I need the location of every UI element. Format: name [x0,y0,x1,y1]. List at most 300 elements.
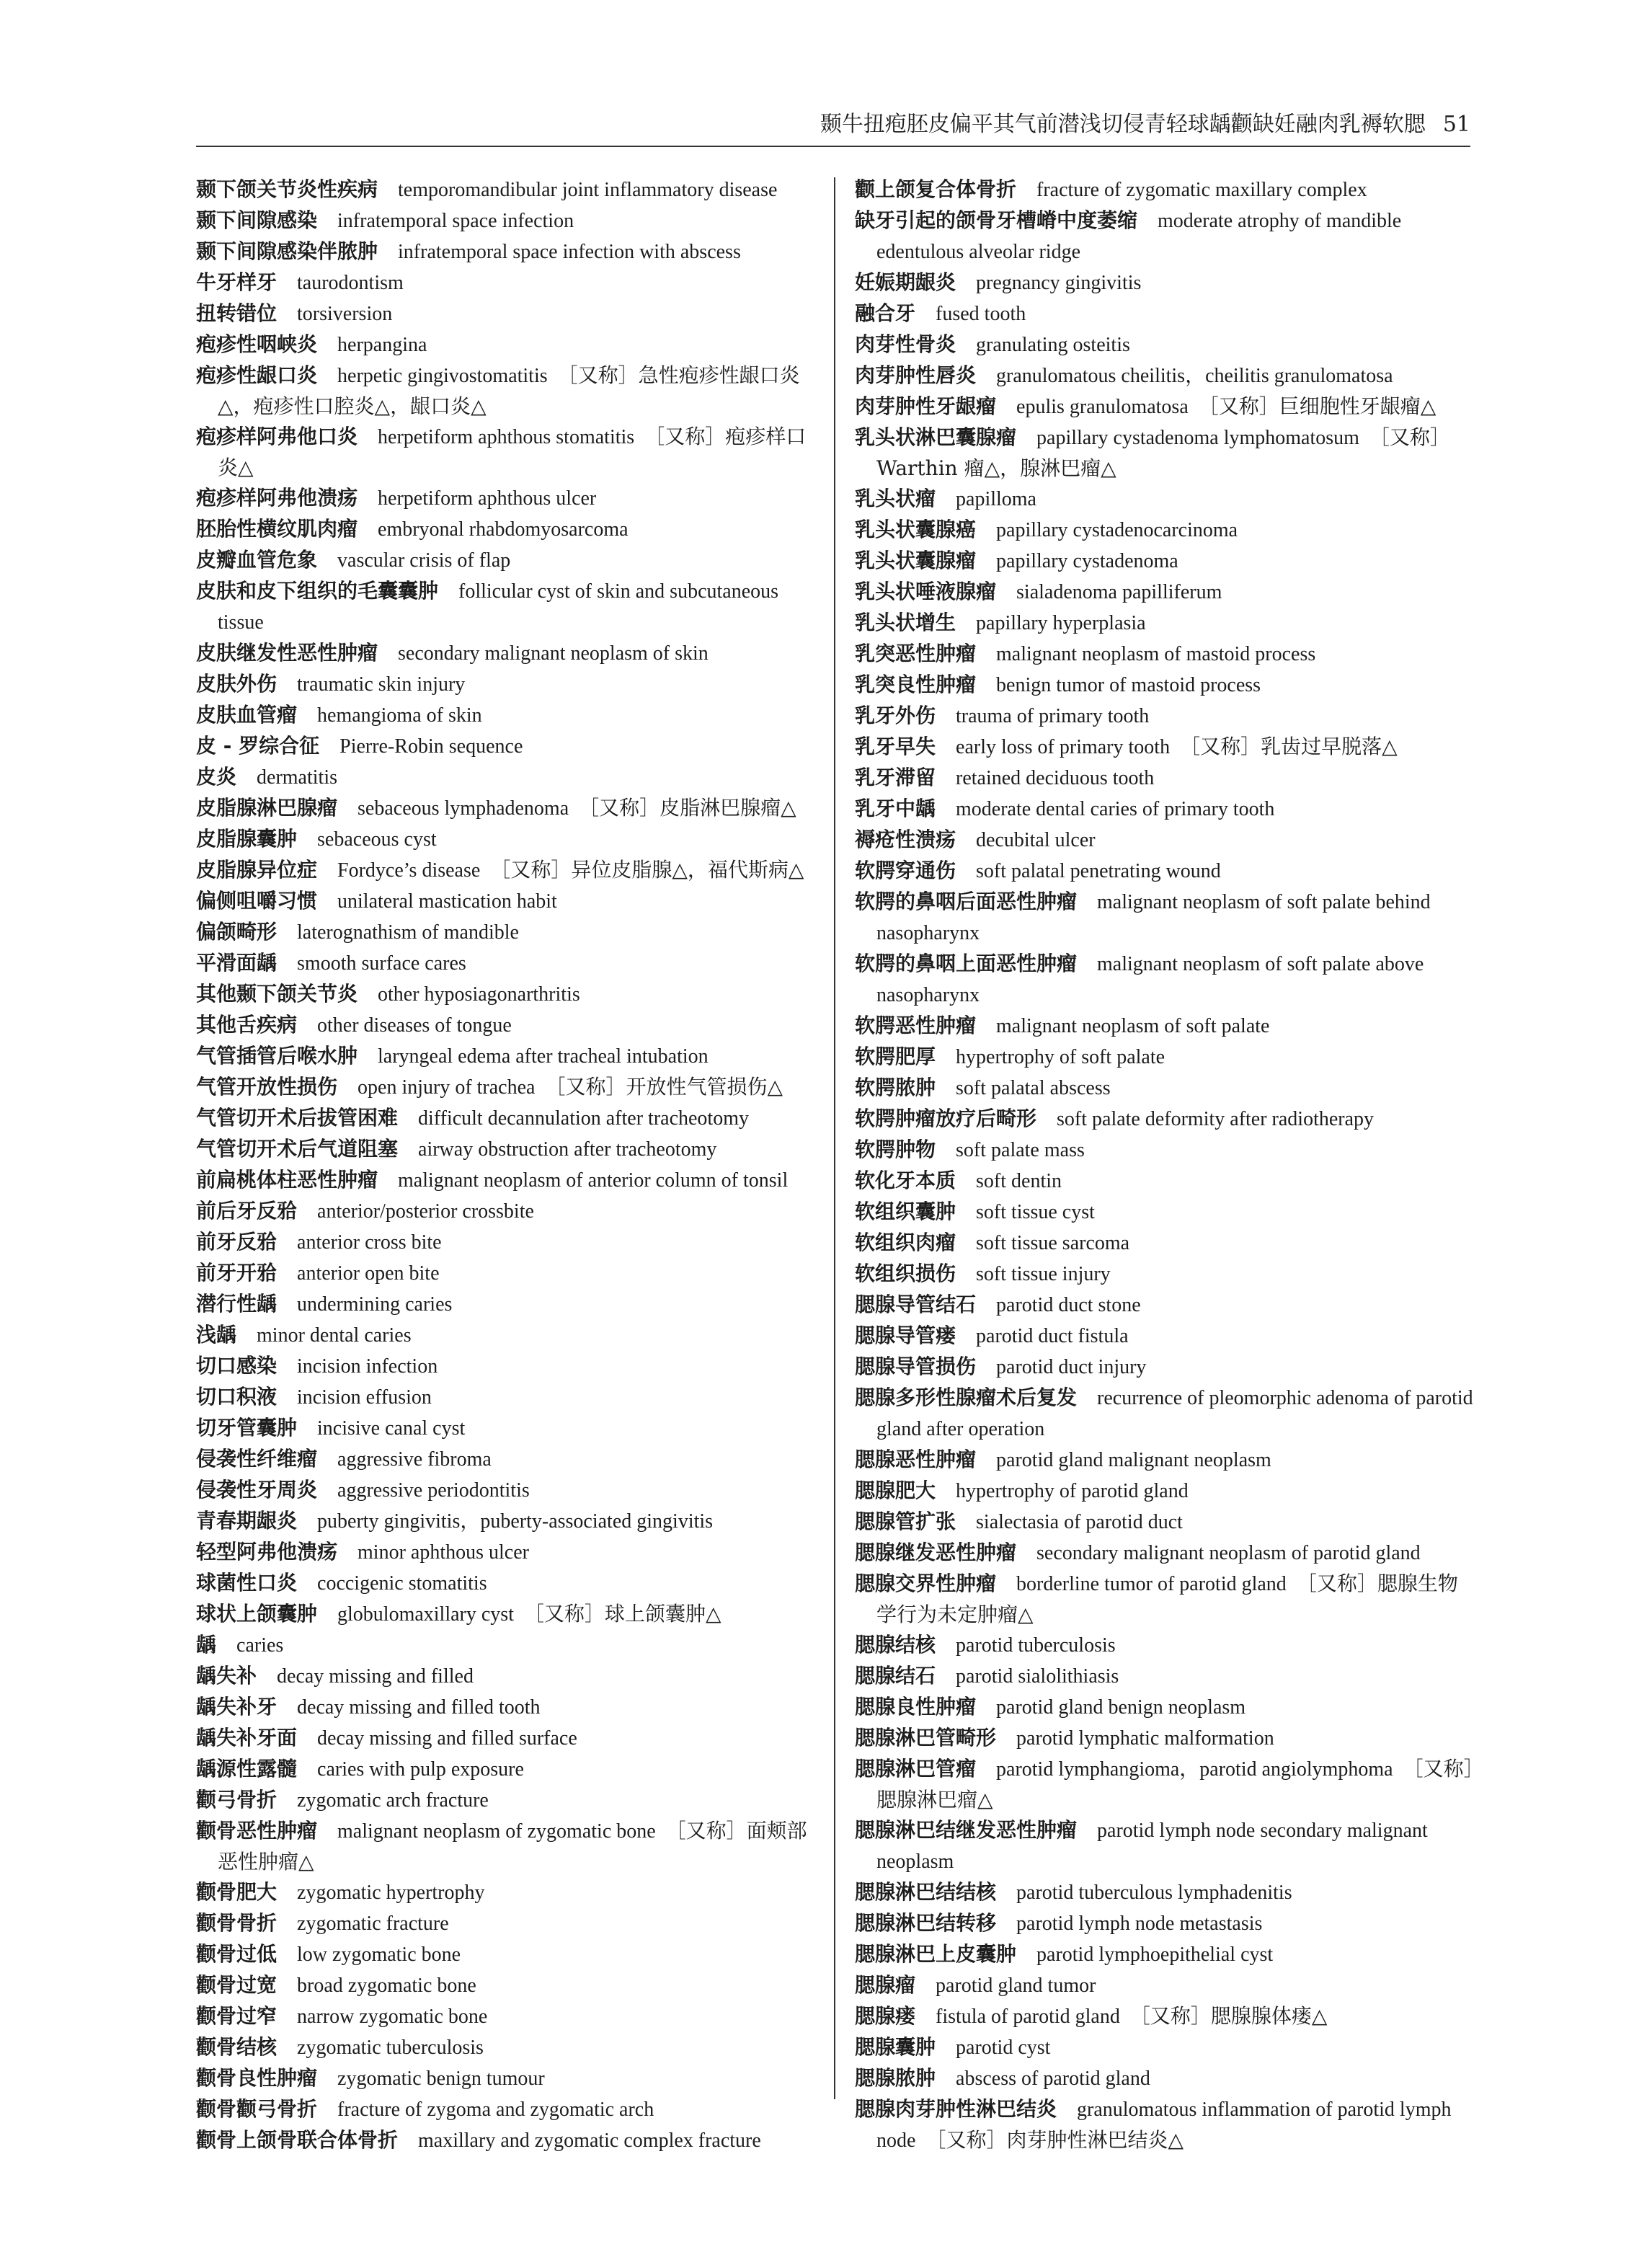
glossary-entry [855,1507,1476,1538]
term-english: abscess of parotid gland [956,2067,1150,2090]
term-english: sialectasia of parotid duct [976,1511,1183,1533]
glossary-entry [855,329,1476,360]
glossary-entry [855,1383,1476,1445]
term-chinese: 乳头状增生 [855,611,956,634]
term-chinese: 龋源性露髓 [196,1757,298,1781]
term-chinese: 腮腺囊肿 [855,2035,936,2059]
term-english: other diseases of tongue [317,1014,512,1037]
term-chinese: 疱疹样阿弗他口炎 [196,425,358,448]
term-english: malignant neoplasm of mastoid process [996,643,1316,665]
term-english: soft palate mass [956,1139,1085,1161]
term-english: dermatitis [257,766,337,789]
term-english: borderline tumor of parotid gland [1016,1573,1287,1595]
glossary-entry [855,639,1476,670]
term-chinese: 软腭肥厚 [855,1045,936,1068]
glossary-entry [855,1352,1476,1383]
term-chinese: 颧骨上颌骨联合体骨折 [196,2128,399,2152]
term-english: fused tooth [936,303,1026,325]
term-chinese: 其他颞下颌关节炎 [196,982,358,1006]
term-english: malignant neoplasm of soft palate [996,1015,1270,1037]
term-english: anterior open bite [297,1262,440,1285]
term-chinese: 偏颌畸形 [196,920,277,944]
glossary-entry [196,762,817,793]
glossary-entry [196,1692,817,1723]
term-chinese: 颧骨骨折 [196,1911,277,1935]
term-chinese: 龋 [196,1633,217,1657]
term-english: parotid cyst [956,2036,1051,2059]
term-english: fistula of parotid gland [936,2005,1120,2028]
glossary-entry [196,1599,817,1630]
term-english: granulating osteitis [976,334,1130,356]
term-english: parotid lymphangioma，parotid angiolymphoma [996,1758,1393,1781]
glossary-entry [196,298,817,329]
glossary-entry [196,1289,817,1320]
term-english: parotid tuberculosis [956,1634,1116,1657]
term-chinese: 腮腺淋巴管畸形 [855,1726,997,1750]
glossary-entry [196,1877,817,1908]
glossary-entry [855,1197,1476,1228]
glossary-entry [196,1785,817,1816]
term-english: fracture of zygomatic maxillary complex [1036,179,1367,201]
term-chinese: 颧骨过窄 [196,2004,277,2028]
term-english: minor dental caries [257,1324,412,1347]
term-chinese: 乳头状瘤 [855,487,936,510]
term-chinese: 其他舌疾病 [196,1013,298,1037]
term-chinese: 腮腺结石 [855,1664,936,1688]
glossary-entry [196,700,817,731]
term-chinese: 肉芽肿性牙龈瘤 [855,394,997,418]
glossary-entry [855,360,1476,391]
glossary-entry [855,1135,1476,1166]
term-english: parotid sialolithiasis [956,1665,1119,1688]
term-chinese: 气管开放性损伤 [196,1075,338,1099]
term-chinese: 腮腺淋巴结继发恶性肿瘤 [855,1818,1078,1842]
glossary-entry [855,1073,1476,1104]
term-synonym: ［又称］球上颌囊肿△ [523,1602,721,1626]
term-chinese: 软腭肿瘤放疗后畸形 [855,1107,1037,1130]
glossary-entry [855,887,1476,949]
glossary-entry [855,1290,1476,1321]
glossary-entry [196,1072,817,1103]
term-english: caries with pulp exposure [317,1758,524,1781]
term-chinese: 乳牙外伤 [855,704,936,727]
glossary-entry [196,1103,817,1134]
term-chinese: 腮腺淋巴管瘤 [855,1757,977,1781]
term-english: zygomatic fracture [297,1912,449,1935]
term-chinese: 褥疮性溃疡 [855,828,956,851]
term-synonym: ［又称］疱疹样口炎△ [218,425,807,479]
term-synonym: ［又称］异位皮脂腺△，福代斯病△ [490,858,804,882]
glossary-entry [196,1568,817,1599]
term-chinese: 腮腺脓肿 [855,2066,936,2090]
term-chinese: 平滑面龋 [196,951,277,975]
term-chinese: 腮腺导管结石 [855,1293,977,1316]
term-english: granulomatous cheilitis，cheilitis granulomatosa [996,365,1393,387]
term-chinese: 腮腺结核 [855,1633,936,1657]
glossary-entry [855,1538,1476,1569]
glossary-entry [196,824,817,855]
glossary-entry [196,1970,817,2001]
term-english: zygomatic tuberculosis [297,2036,484,2059]
term-chinese: 偏侧咀嚼习惯 [196,889,318,913]
glossary-entry [855,2001,1476,2032]
term-chinese: 颧骨良性肿瘤 [196,2066,318,2090]
term-chinese: 球菌性口炎 [196,1571,298,1595]
page-header [196,108,1470,141]
term-english: early loss of primary tooth [956,736,1171,758]
term-english: broad zygomatic bone [297,1974,476,1997]
glossary-entry [196,1723,817,1754]
glossary-entry [196,2063,817,2094]
term-chinese: 皮脂腺异位症 [196,858,318,882]
glossary-entry [196,1908,817,1939]
term-chinese: 腮腺淋巴结转移 [855,1911,997,1935]
term-chinese: 颞下间隙感染 [196,208,318,232]
glossary-entry [196,236,817,267]
term-chinese: 前牙反𬌗 [196,1230,277,1254]
term-chinese: 颧骨过低 [196,1942,277,1966]
term-english: secondary malignant neoplasm of parotid gland [1036,1542,1421,1564]
term-english: decay missing and filled surface [317,1727,577,1750]
term-chinese: 颞下间隙感染伴脓肿 [196,239,378,263]
glossary-entry [196,1382,817,1413]
glossary-entry [855,2094,1476,2156]
glossary-entry [196,948,817,979]
glossary-entry [196,2032,817,2063]
glossary-entry [855,1011,1476,1042]
term-chinese: 颧弓骨折 [196,1788,277,1812]
term-chinese: 皮瓣血管危象 [196,548,318,572]
term-chinese: 腮腺瘤 [855,1973,916,1997]
term-english: parotid lymphatic malformation [1016,1727,1274,1750]
term-english: papillary cystadenoma [996,550,1178,572]
glossary-entry [855,1754,1476,1815]
term-english: unilateral mastication habit [337,890,557,913]
term-chinese: 龋失补 [196,1664,257,1688]
glossary-entry [855,1661,1476,1692]
term-english: caries [236,1634,284,1657]
glossary-entry [196,483,817,514]
term-english: parotid gland benign neoplasm [996,1696,1246,1719]
term-chinese: 腮腺肥大 [855,1479,936,1502]
term-chinese: 腮腺肉芽肿性淋巴结炎 [855,2097,1057,2121]
term-english: fracture of zygoma and zygomatic arch [337,2098,654,2121]
glossary-entry [196,174,817,205]
glossary-entry [855,1877,1476,1908]
term-chinese: 球状上颌囊肿 [196,1602,318,1626]
glossary-entry [196,514,817,545]
term-english: papillary cystadenoma lymphomatosum [1036,427,1359,449]
term-english: benign tumor of mastoid process [996,674,1261,696]
term-english: papillary hyperplasia [976,612,1146,634]
term-chinese: 乳突良性肿瘤 [855,673,977,696]
term-chinese: 皮肤继发性恶性肿瘤 [196,641,378,665]
glossary-entry [196,1444,817,1475]
term-chinese: 轻型阿弗他溃疡 [196,1540,338,1564]
term-synonym: ［又称］腮腺生物学行为未定肿瘤△ [876,1572,1458,1626]
glossary-entry [196,1754,817,1785]
term-chinese: 软组织囊肿 [855,1200,956,1223]
glossary-entry [196,1041,817,1072]
term-chinese: 颞下颌关节炎性疾病 [196,177,378,201]
term-english: zygomatic hypertrophy [297,1881,485,1904]
term-chinese: 气管切开术后气道阻塞 [196,1137,399,1161]
term-english: papillary cystadenocarcinoma [996,519,1238,541]
glossary-entry [855,1228,1476,1259]
term-chinese: 切口感染 [196,1354,277,1378]
glossary-entry [196,1320,817,1351]
term-chinese: 皮肤外伤 [196,672,277,696]
term-english: laryngeal edema after tracheal intubation [378,1045,709,1068]
term-chinese: 腮腺交界性肿瘤 [855,1572,997,1595]
term-english: laterognathism of mandible [297,921,519,944]
term-english: follicular cyst of skin and subcutaneous tissue [218,580,779,634]
glossary-entry [196,1258,817,1289]
header-rule [196,146,1470,147]
term-synonym: ［又称］乳齿过早脱落△ [1180,735,1398,758]
glossary-entry [196,360,817,422]
glossary-entry [196,1413,817,1444]
glossary-entry [196,2001,817,2032]
left-column [196,174,817,2156]
term-english: retained deciduous tooth [956,767,1155,789]
glossary-entry [855,2032,1476,2063]
glossary-entry [196,1537,817,1568]
glossary-entry [855,391,1476,422]
term-chinese: 乳头状淋巴囊腺瘤 [855,425,1017,449]
term-english: malignant neoplasm of zygomatic bone [337,1820,656,1843]
term-chinese: 软腭肿物 [855,1138,936,1161]
term-chinese: 疱疹性咽峡炎 [196,332,318,356]
glossary-entry [855,1692,1476,1723]
glossary-entry [196,855,817,886]
term-english: secondary malignant neoplasm of skin [398,642,709,665]
glossary-entry [855,949,1476,1011]
term-english: moderate atrophy of mandible edentulous alveolar ridge [876,210,1402,263]
term-english: soft tissue cyst [976,1201,1095,1223]
term-english: epulis granulomatosa [1016,396,1189,418]
term-english: globulomaxillary cyst [337,1603,514,1626]
term-english: hypertrophy of parotid gland [956,1480,1189,1502]
glossary-entry [855,1569,1476,1630]
glossary-entry [855,732,1476,763]
term-chinese: 切口积液 [196,1385,277,1409]
term-chinese: 软组织损伤 [855,1262,956,1285]
glossary-entry [855,1476,1476,1507]
term-english: low zygomatic bone [297,1943,461,1966]
glossary-entry [855,1939,1476,1970]
term-english: infratemporal space infection [337,210,574,232]
term-english: sialadenoma papilliferum [1016,581,1222,603]
term-english: torsiversion [297,303,393,325]
term-synonym: ［又称］腮腺腺体瘘△ [1129,2004,1328,2028]
glossary-entry [855,1042,1476,1073]
glossary-entry [196,1506,817,1537]
term-english: parotid gland tumor [936,1974,1096,1997]
term-english: parotid duct stone [996,1294,1141,1316]
glossary-entry [196,1351,817,1382]
term-chinese: 胚胎性横纹肌肉瘤 [196,517,358,541]
term-chinese: 腮腺良性肿瘤 [855,1695,977,1719]
glossary-entry [196,205,817,236]
glossary-entry [855,701,1476,732]
term-english: soft palate deformity after radiotherapy [1057,1108,1375,1130]
term-synonym: ［又称］面颊部恶性肿瘤△ [218,1819,807,1874]
term-english: minor aphthous ulcer [358,1541,529,1564]
glossary-entry [196,917,817,948]
glossary-entry [855,1630,1476,1661]
term-chinese: 妊娠期龈炎 [855,270,956,294]
term-chinese: 颧骨恶性肿瘤 [196,1819,318,1843]
glossary-entry [196,2125,817,2156]
term-chinese: 龋失补牙 [196,1695,277,1719]
glossary-entry [855,1815,1476,1877]
term-english: hemangioma of skin [317,704,482,727]
term-chinese: 牛牙样牙 [196,270,277,294]
term-chinese: 皮脂腺淋巴腺瘤 [196,796,338,820]
glossary-entry [196,1939,817,1970]
term-english: papilloma [956,488,1036,510]
term-english: soft palatal abscess [956,1077,1111,1099]
glossary-entry [855,763,1476,794]
term-english: coccigenic stomatitis [317,1572,487,1595]
term-english: trauma of primary tooth [956,705,1150,727]
glossary-entry [196,329,817,360]
term-english: zygomatic benign tumour [337,2067,545,2090]
term-english: soft dentin [976,1170,1062,1192]
glossary-entry [196,1165,817,1196]
term-english: pregnancy gingivitis [976,272,1142,294]
term-chinese: 软腭的鼻咽后面恶性肿瘤 [855,890,1078,913]
term-chinese: 青春期龈炎 [196,1509,298,1533]
glossary-entry [196,669,817,700]
term-chinese: 切牙管囊肿 [196,1416,298,1440]
term-english: recurrence of pleomorphic adenoma of parotid gland after operation [876,1387,1473,1440]
term-chinese: 腮腺管扩张 [855,1510,956,1533]
term-english: parotid lymph node secondary malignant neoplasm [876,1819,1428,1873]
term-english: malignant neoplasm of soft palate above nasopharynx [876,953,1424,1006]
term-chinese: 前后牙反𬌗 [196,1199,298,1223]
term-english: difficult decannulation after tracheotomy [418,1107,749,1130]
term-chinese: 皮肤和皮下组织的毛囊囊肿 [196,579,439,603]
term-chinese: 腮腺继发恶性肿瘤 [855,1541,1017,1564]
term-english: sebaceous cyst [317,828,437,851]
term-chinese: 乳突恶性肿瘤 [855,642,977,665]
term-synonym: ［又称］巨细胞性牙龈瘤△ [1198,394,1436,418]
term-chinese: 乳头状唾液腺瘤 [855,580,997,603]
glossary-entry [855,825,1476,856]
term-chinese: 颧骨过宽 [196,1973,277,1997]
term-english: incisive canal cyst [317,1417,466,1440]
glossary-entry [855,484,1476,515]
glossary-entry [855,546,1476,577]
term-chinese: 软化牙本质 [855,1169,956,1192]
term-chinese: 缺牙引起的颌骨牙槽嵴中度萎缩 [855,208,1138,232]
term-chinese: 气管插管后喉水肿 [196,1044,358,1068]
term-english: granulomatous inflammation of parotid lymph node [876,2098,1452,2152]
term-chinese: 软腭恶性肿瘤 [855,1014,977,1037]
term-chinese: 腮腺多形性腺瘤术后复发 [855,1386,1078,1409]
term-chinese: 软腭脓肿 [855,1076,936,1099]
term-chinese: 皮肤血管瘤 [196,703,298,727]
glossary-entry [855,670,1476,701]
term-english: aggressive periodontitis [337,1479,530,1502]
term-chinese: 腮腺恶性肿瘤 [855,1448,977,1471]
page-number: 51 [1442,112,1470,137]
term-english: incision infection [297,1355,438,1378]
term-chinese: 皮 - 罗综合征 [196,734,320,758]
term-english: Fordyce’s disease [337,859,481,882]
glossary-entry [196,731,817,762]
glossary-entry [855,1104,1476,1135]
glossary-entry [855,577,1476,608]
glossary-entry [196,1475,817,1506]
term-english: vascular crisis of flap [337,549,511,572]
glossary-entry [855,205,1476,267]
glossary-entry [196,886,817,917]
term-english: soft palatal penetrating wound [976,860,1221,882]
glossary-entry [855,1970,1476,2001]
term-chinese: 肉芽肿性唇炎 [855,363,977,387]
term-chinese: 气管切开术后拔管困难 [196,1106,399,1130]
term-english: undermining caries [297,1293,453,1316]
term-english: herpangina [337,334,427,356]
term-english: malignant neoplasm of soft palate behind nasopharynx [876,891,1431,944]
glossary-entry [196,1661,817,1692]
term-english: herpetiform aphthous ulcer [378,487,597,510]
term-chinese: 颧骨结核 [196,2035,277,2059]
term-chinese: 腮腺淋巴结结核 [855,1880,997,1904]
term-synonym: ［又称］腮腺淋巴瘤△ [876,1757,1474,1812]
term-english: traumatic skin injury [297,673,466,696]
term-english: zygomatic arch fracture [297,1789,489,1812]
term-chinese: 扭转错位 [196,301,277,325]
term-chinese: 腮腺淋巴上皮囊肿 [855,1942,1017,1966]
term-english: herpetic gingivostomatitis [337,365,548,387]
term-english: aggressive fibroma [337,1448,492,1471]
glossary-entry [855,267,1476,298]
term-english: embryonal rhabdomyosarcoma [378,518,629,541]
term-english: smooth surface cares [297,952,466,975]
term-english: temporomandibular joint inflammatory disease [398,179,778,201]
term-chinese: 皮炎 [196,765,237,789]
glossary-entry [855,515,1476,546]
term-synonym: ［又称］急性疱疹性龈口炎△，疱疹性口腔炎△，龈口炎△ [218,363,800,418]
glossary-entry [196,1630,817,1661]
term-chinese: 侵袭性牙周炎 [196,1478,318,1502]
term-english: Pierre-Robin sequence [339,735,523,758]
term-chinese: 腮腺瘘 [855,2004,916,2028]
term-chinese: 前牙开𬌗 [196,1261,277,1285]
glossary-entry [855,608,1476,639]
term-english: anterior cross bite [297,1231,442,1254]
term-english: soft tissue injury [976,1263,1111,1285]
term-english: taurodontism [297,272,404,294]
term-chinese: 颧骨肥大 [196,1880,277,1904]
term-english: open injury of trachea [358,1076,536,1099]
column-divider [834,177,835,2099]
glossary-entry [196,1196,817,1227]
term-english: maxillary and zygomatic complex fracture [418,2129,761,2152]
term-chinese: 侵袭性纤维瘤 [196,1447,318,1471]
term-chinese: 潜行性龋 [196,1292,277,1316]
glossary-entry [855,856,1476,887]
term-chinese: 乳头状囊腺瘤 [855,549,977,572]
term-english: soft tissue sarcoma [976,1232,1130,1254]
term-chinese: 乳头状囊腺癌 [855,518,977,541]
glossary-entry [196,267,817,298]
glossary-entry [855,298,1476,329]
